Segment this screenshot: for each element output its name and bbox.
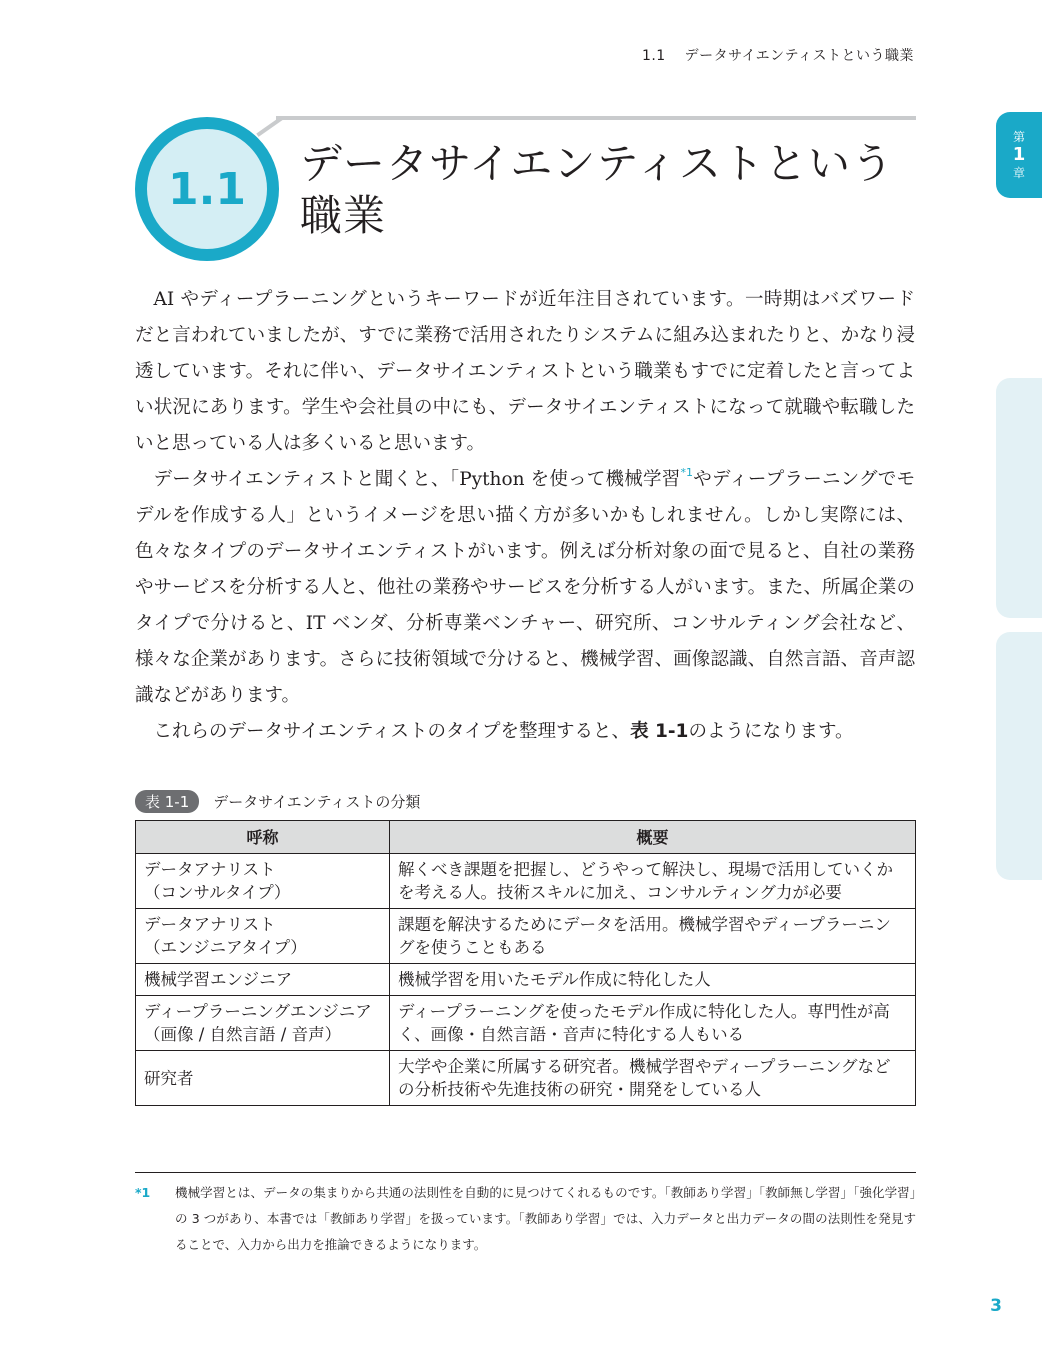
- table-row: [136, 996, 916, 1051]
- cell-name: データアナリスト （エンジニアタイプ）: [136, 909, 390, 964]
- table-row: [136, 964, 916, 996]
- cell-summary: 大学や企業に所属する研究者。機械学習やディープラーニングなどの分析技術や先進技術の研究・開発をしている人: [390, 1051, 916, 1106]
- cell-name: 研究者: [136, 1051, 390, 1106]
- footnote-mark: *1: [135, 1185, 151, 1200]
- paragraph: [135, 462, 915, 714]
- page-number: 3: [990, 1296, 1002, 1316]
- table-row: [136, 854, 916, 909]
- column-header-summary: 概要: [390, 821, 916, 854]
- paragraph-text: のようになります。: [688, 721, 854, 742]
- table-reference[interactable]: 表 1-1: [630, 721, 689, 742]
- paragraph: [135, 714, 915, 750]
- cell-summary: 解くべき課題を把握し、どうやって解決し、現場で活用していくかを考える人。技術スキルに加え、コンサルティング力が必要: [390, 854, 916, 909]
- chapter-tab-active: [996, 112, 1042, 198]
- paragraph-text: やディープラーニングでモデルを作成する人」というイメージを思い描く方が多いかもしれません。しかし実際には、色々なタイプのデータサイエンティストがいます。例えば分析対象の面で見ると、自社の業務やサービスを分析する人と、他社の業務やサービスを分析する人がいます。また、所属企業のタイプで分けると、IT ベンダ、分析専業ベンチャー、研究所、コンサルティング会社など、様々な企業があります。さらに技術領域で分けると、機械学習、画像認識、自然言語、音声認識などがあります。: [135, 469, 916, 706]
- data-scientist-table: [135, 820, 916, 1106]
- running-header-section-number: 1.1: [641, 48, 666, 64]
- running-header-title: データサイエンティストという職業: [684, 48, 914, 64]
- chapter-tab-number: 1: [1012, 144, 1026, 166]
- table-caption-text: データサイエンティストの分類: [213, 793, 421, 811]
- table-header-row: [136, 821, 916, 854]
- chapter-tab-inactive: [996, 632, 1042, 880]
- footnote-reference[interactable]: *1: [680, 466, 693, 479]
- chapter-tab-prefix: 第: [1012, 129, 1025, 144]
- column-header-name: 呼称: [136, 821, 390, 854]
- chapter-tab-inactive: [996, 378, 1042, 618]
- cell-summary: 機械学習を用いたモデル作成に特化した人: [390, 964, 916, 996]
- table-row: [136, 909, 916, 964]
- paragraph-text: これらのデータサイエンティストのタイプを整理すると、: [153, 721, 631, 742]
- table-row: [136, 1051, 916, 1106]
- cell-name: ディープラーニングエンジニア （画像 / 自然言語 / 音声）: [136, 996, 390, 1051]
- paragraph-text: データサイエンティストと聞くと、「Python を使って機械学習: [153, 469, 681, 490]
- cell-summary: 課題を解決するためにデータを活用。機械学習やディープラーニングを使うこともある: [390, 909, 916, 964]
- footnote-text: 機械学習とは、データの集まりから共通の法則性を自動的に見つけてくれるものです。「教師あり学習」「教師無し学習」「強化学習」の 3 つがあり、本書では「教師あり学習」を扱っています。「教師あり学習」では、入力データと出力データの間の法則性を発見することで、入力から出力を推論できるようになります。: [175, 1185, 916, 1252]
- cell-name: データアナリスト （コンサルタイプ）: [136, 854, 390, 909]
- heading-rule: [276, 116, 916, 120]
- paragraph: AI やディープラーニングというキーワードが近年注目されています。一時期はバズワードだと言われていましたが、すでに業務で活用されたりシステムに組み込まれたりと、かなり浸透しています。それに伴い、データサイエンティストという職業もすでに定着したと言ってよい状況にあります。学生や会社員の中にも、データサイエンティストになって就職や転職したいと思っている人は多くいると思います。: [135, 289, 915, 454]
- running-header: [642, 45, 914, 65]
- cell-name: 機械学習エンジニア: [136, 964, 390, 996]
- table-tag: 表 1-1: [135, 790, 199, 813]
- cell-summary: ディープラーニングを使ったモデル作成に特化した人。専門性が高く、画像・自然言語・音声に特化する人もいる: [390, 996, 916, 1051]
- footnote: [135, 1180, 916, 1258]
- section-number: 1.1: [168, 163, 246, 215]
- table-caption: [135, 790, 420, 813]
- body-text: [135, 282, 915, 750]
- footnote-divider: [135, 1172, 916, 1173]
- section-title: データサイエンティストという職業: [300, 139, 895, 240]
- chapter-tab-suffix: 章: [1012, 165, 1025, 180]
